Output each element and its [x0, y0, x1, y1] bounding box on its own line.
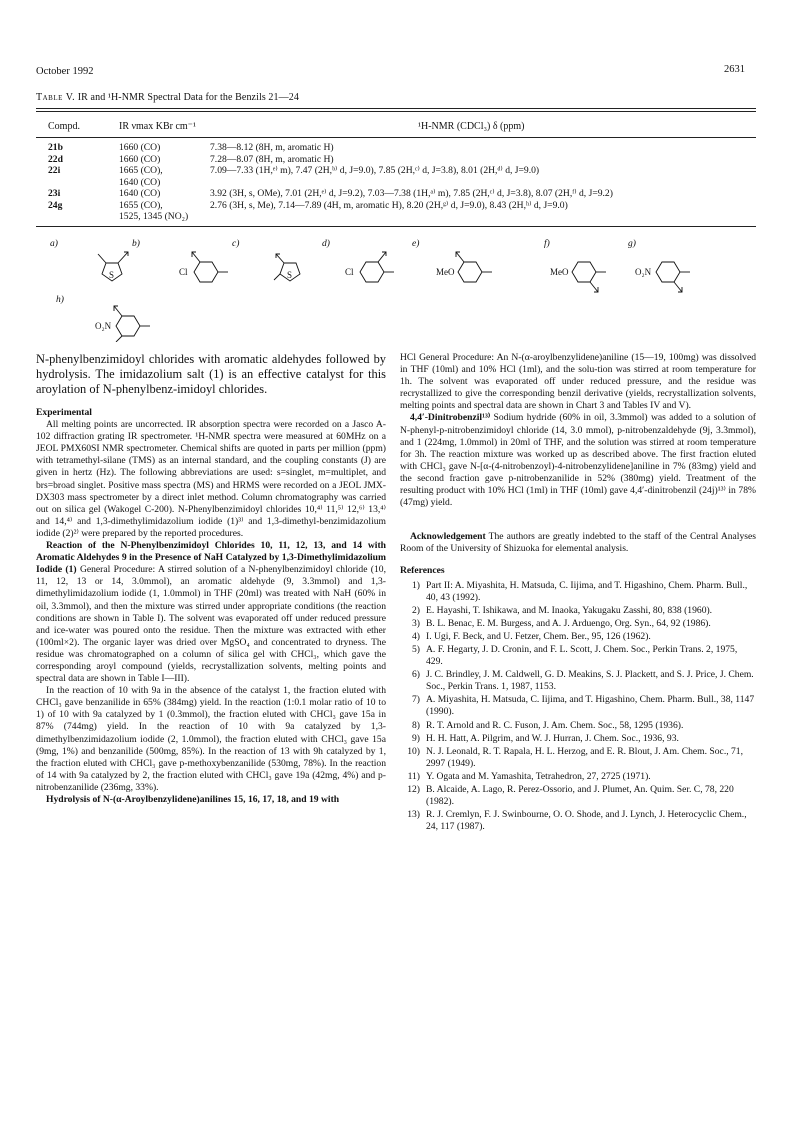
reference-item: 6) J. C. Brindley, J. M. Caldwell, G. D. Meakins, S. J. Plackett, and S. J. Price, J. Chem. Soc., Perkin Trans. 1, 1987, 1153.	[412, 669, 754, 693]
reference-item: 4) I. Ugi, F. Beck, and U. Fetzer, Chem. Ber., 95, 126 (1962).	[412, 630, 651, 642]
structure-label-c: c)	[232, 239, 240, 249]
acknowledgement-body: The authors are greatly indebted to the staff of the Central Analyses Room of the University of Shizuoka for elemental analysis.	[400, 531, 756, 555]
table-mid-rule	[36, 226, 756, 227]
structure-label-e: e)	[412, 239, 420, 249]
table-top-rule-2	[36, 111, 756, 112]
col-header-nmr: ¹H-NMR (CDCl₃) δ (ppm)	[418, 121, 525, 132]
reference-item: 5) A. F. Hegarty, J. D. Cronin, and F. L. Scott, J. Chem. Soc., Perkin Trans. 2, 1975, 429.	[412, 643, 738, 668]
reaction-details-paragraph: In the reaction of 10 with 9a in the absence of the catalyst 1, the fraction eluted with CHCl₃ gave benzanilide in 65% (384mg) yield. In the reaction (1:0.1 molar ratio of 10 to 1) of 10 with 9a catalyzed by 1 (0.3mmol), the fraction eluted with CHCl₃ gave 15a in 87% (744mg) yield. In the reaction of 10 with 9a catalyzed by 1,3-dimethylbenzimidazolium iodide (2, 1.0mmol), the fraction eluted with CHCl₃ gave 15a (9mg, 1%) and benzanilide (500mg, 85%). In the reaction of 13 with 9h catalyzed by 1, the fraction eluted with CHCl₃ gave p-methoxybenzanilide (530mg, 78%). In the reaction of 14 with 9a catalyzed by 2, the fraction eluted with CHCl₃ gave 19a (42mg, 4%) and p-nitrobenzanilide (236mg, 33%).	[36, 685, 386, 793]
structure-label-d: d)	[322, 239, 330, 249]
dinitrobenzil-body: Sodium hydride (60% in oil, 3.3mmol) was added to a solution of N-phenyl-p-nitrobenzimidoyl chloride (14, 3.0 mmol), p-nitrobenzaldehyde (9j, 3.3mmol), and 1 (224mg, 1.0mmol) in 20ml of THF, and the solution was stirred at room temperature for 3h. The reaction mixture was worked up as described above. The first fraction eluted with CHCl₃ gave N-[α-(4-nitrobenzoyl)-4-nitrobenzylidene]aniline in 7% (83mg) yield and the second fraction gave p-nitrobenzanilide in 52% (380mg) yield. Treatment of the resulting product with 10% HCl (1ml) in THF (10ml) gave 4,4′-dinitrobenzil (24j)¹³⁾ in 78% (47mg) yield.	[400, 412, 756, 509]
col-header-ir: IR νmax KBr cm⁻¹	[119, 121, 196, 132]
reaction-body: General Procedure: A stirred solution of a N-phenylbenzimidoyl chloride (10, 11, 12, 13 or 14, 3.0mmol), an aromatic aldehyde (9, 3.3mmol) and 1,3-dimethylimidazolium iodide (1, 1.0mmol) in THF (20ml) was treated with NaH (60% in oil, 3.3mmol), and then the mixture was stirred under appropriate conditions (the reaction conditions are shown in Table I). The solvent was evaporated off under reduced pressure and ice-water was poured onto the residue. Then the mixture was extracted with ether (100ml×2). The organic layer was dried over MgSO₄ and concentrated to dryness. The residue was chromatographed on a column of silica gel with CHCl₃, which gave the corresponding aroyl compound (yields, recrystallization solvents, melting points and spectral data are shown in Table I—III).	[36, 564, 386, 685]
reference-item: 3) B. L. Benac, E. M. Burgess, and A. J. Arduengo, Org. Syn., 64, 92 (1986).	[412, 617, 711, 629]
structure-f	[572, 262, 606, 292]
table-top-rule	[36, 108, 756, 109]
reference-item: 7) A. Miyashita, H. Matsuda, C. Iijima, and T. Higashino, Chem. Pharm. Bull., 38, 1147 (1990).	[412, 694, 755, 718]
hydrolysis-heading: Hydrolysis of N-(α-Aroylbenzylidene)anilines 15, 16, 17, 18, and 19 with	[46, 794, 340, 805]
running-header-date: October 1992	[36, 66, 94, 77]
table-label: Table V.	[36, 92, 76, 103]
reference-item: 9) H. H. Hatt, A. Pilgrim, and W. J. Hurran, J. Chem. Soc., 1936, 93.	[412, 732, 679, 744]
acknowledgement-paragraph	[400, 531, 756, 555]
hydrolysis-paragraph: HCl General Procedure: An N-(α-aroylbenzylidene)aniline (15—19, 100mg) was dissolved in THF (10ml) and 10% HCl (1ml), and the solu-tion was stirred at room temperature for 1h. The solvent was evaporated off under reduced pressure, and the residue was recrystallized to give the corresponding benzil derivative (yields, recrystallization solvents, melting points and spectral data are shown in Chart 3 and Tables IV and V).	[400, 352, 756, 412]
structure-atom-a: S	[109, 270, 115, 280]
table-title: IR and ¹H-NMR Spectral Data for the Benzils 21—24	[77, 92, 299, 103]
structure-atom-b: Cl	[179, 267, 188, 277]
structure-label-a: a)	[50, 239, 58, 249]
reference-item: 1) Part II: A. Miyashita, H. Matsuda, C. Iijima, and T. Higashino, Chem. Pharm. Bull., 40, 43 (1992).	[412, 579, 748, 603]
reference-item: 2) E. Hayashi, T. Ishikawa, and M. Inaoka, Yakugaku Zasshi, 80, 838 (1960).	[412, 604, 713, 616]
structure-atom-f: MeO	[550, 267, 569, 277]
structure-atom-c: S	[287, 270, 293, 280]
table-header-rule	[36, 137, 756, 138]
intro-paragraph: N-phenylbenzimidoyl chlorides with aromatic aldehydes followed by hydrolysis. The imidazolium salt (1) is an effective catalyst for this aroylation of N-phenylbenz-imidoyl chlorides.	[36, 352, 386, 396]
reaction-heading: Reaction of the N-Phenylbenzimidoyl Chlorides 10, 11, 12, 13, and 14 with Aromatic Aldehydes 9 in the Presence of NaH Catalyzed by 1,3-Dimethylimidazolium Iodide (1)	[36, 540, 386, 576]
reference-item: 11) Y. Ogata and M. Yamashita, Tetrahedron, 27, 2725 (1971).	[407, 770, 651, 782]
structure-label-b: b)	[132, 239, 140, 249]
structure-label-f: f)	[544, 239, 550, 249]
left-column	[36, 352, 386, 806]
references-heading: References	[400, 565, 445, 577]
structure-d	[360, 252, 394, 282]
table-caption	[36, 92, 299, 103]
structure-footnotes	[36, 230, 756, 342]
reference-item: 12) B. Alcaide, A. Lago, R. Perez-Ossorio, and J. Plumet, An. Quim. Ser. C, 78, 220 (1982).	[407, 784, 734, 808]
experimental-heading: Experimental	[36, 407, 92, 418]
journal-page: October 1992 2631 Table V. IR and ¹H-NMR Spectral Data for the Benzils 21—24 Compd. IR νmax KBr cm⁻¹ ¹H-NMR (CDCl₃) δ (ppm) 21b 1660 (CO) 7.38—8.12 (8H, m, aromatic H) 22d 1660 (CO) 7.28—8.07 (8H, m, aromatic H) 22i 1665 (CO), 7.09—7.33 (1H,ᵉ⁾ m), 7.47 (2H,ᵇ⁾ d, J=9.0), 7.85 (2H,ᶜ⁾ d, J=3.8), 8.01 (2H,ᵈ⁾ d, J=9.0) 1640 (CO) 23i 1640 (CO) 3.92 (3H, s, OMe), 7.01 (2H,ᵉ⁾ d, J=9.2), 7.03—7.38 (1H,ᵃ⁾ m), 7.85 (2H,ᶜ⁾ d, J=3.8), 8.07 (2H,ᶠ⁾ d, J=9.2) 24g 1655 (CO), 2.76 (3H, s, Me), 7.14—7.89 (4H, m, aromatic H), 8.20 (2H,ᵍ⁾ d, J=9.0), 8.43 (2H,ʰ⁾ d, J=9.0) 1525, 1345 (NO₂) a) b) c) d) e) f) g) h) S Cl S Cl MeO MeO O₂N O₂N N-phenylbenzimidoyl chlorides with aromatic aldehydes followed by hydrolysis. The imidazolium salt (1) is an effective catalyst for this aroylation of N-phenylbenz-imidoyl chlorides. Experimental All melting points are uncorrected. IR absorption spectra were recorded on a Jasco A-102 diffraction grating IR spectrometer. ¹H-NMR spectra were measured at 60MHz on a JEOL PMX60SI NMR spectrometer. Chemical shifts are quoted in parts per million (ppm) with tetramethyl-silane (TMS) as an internal standard, and the coupling constants (J) are given in hertz (Hz). The following abbreviations are used: s=singlet, m=multiplet, and brs=broad singlet. Positive mass spectra (MS) and HRMS were recorded on a JEOL JMX-DX303 mass spectrometer by a direct inlet method. Column chromatography was carried out on silica gel (Wakogel C-200). N-Phenylbenzimidoyl chlorides 10,⁴⁾ 11,⁵⁾ 12,⁶⁾ 13,⁴⁾ and 14,⁴⁾ and 1,3-dimethylimidazolium iodide (1)³⁾ and 1,3-dimethyl-benzimidazolium iodide (2)²⁾ were prepared by the reported procedures. Reaction of the N-Phenylbenzimidoyl Chlorides 10, 11, 12, 13, and 14 with Aromatic Aldehydes 9 in the Presence of NaH Catalyzed by 1,3-Dimethylimidazolium Iodide (1) General Procedure: A stirred solution of a N-phenylbenzimidoyl chloride (10, 11, 12, 13 or 14, 3.0mmol), an aromatic aldehyde (9, 3.3mmol) and 1,3-dimethylimidazolium iodide (1, 1.0mmol) in THF (20ml) was treated with NaH (60% in oil, 3.3mmol), and then the mixture was stirred under appropriate conditions (the reaction conditions are shown in Table I). The solvent was evaporated off under reduced pressure and ice-water was poured onto the residue. Then the mixture was extracted with ether (100ml×2). The organic layer was dried over MgSO₄ and concentrated to dryness. The residue was chromatographed on a column of silica gel with CHCl₃, which gave the corresponding aroyl compound (yields, recrystallization solvents, melting points and spectral data are shown in Table I—III). In the reaction of 10 with 9a in the absence of the catalyst 1, the fraction eluted with CHCl₃ gave benzanilide in 65% (384mg) yield. In the reaction (1:0.1 molar ratio of 10 to 1) of 10 with 9a catalyzed by 1 (0.3mmol), the fraction eluted with CHCl₃ gave 15a in 87% (744mg) yield. In the reaction of 10 with 9a catalyzed by 1,3-dimethylbenzimidazolium iodide (2, 1.0mmol), the fraction eluted with CHCl₃ gave 15a (9mg, 1%) and benzanilide (500mg, 85%). In the reaction of 13 with 9h catalyzed by 1, the fraction eluted with CHCl₃ gave p-methoxybenzanilide (530mg, 78%). In the reaction of 14 with 9a catalyzed by 2, the fraction eluted with CHCl₃ gave 19a (42mg, 4%) and p-nitrobenzanilide (236mg, 33%). Hydrolysis of N-(α-Aroylbenzylidene)anilines 15, 16, 17, 18, and 19 with HCl General Procedure: An N-(α-aroylbenzylidene)aniline (15—19, 100mg) was dissolved in THF (10ml) and 10% HCl (1ml), and the solu-tion was stirred at room temperature for 1h. The solvent was evaporated off under reduced pressure, and the residue was recrystallized to give the corresponding benzil derivative (yields, recrystallization solvents, melting points and spectral data are shown in Chart 3 and Tables IV and V). 4,4′-Dinitrobenzil¹³⁾ Sodium hydride (60% in oil, 3.3mmol) was added to a solution of N-phenyl-p-nitrobenzimidoyl chloride (14, 3.0 mmol), p-nitrobenzaldehyde (9j, 3.3mmol), and 1 (224mg, 1.0mmol) in 20ml of THF, and the solution was stirred at room temperature for 3h. The reaction mixture was worked up as described above. The first fraction eluted with CHCl₃ gave N-[α-(4-nitrobenzoyl)-4-nitrobenzylidene]aniline in 7% (83mg) yield and the second fraction gave p-nitrobenzanilide in 52% (380mg) yield. Treatment of the resulting product with 10% HCl (1ml) in THF (10ml) gave 4,4′-dinitrobenzil (24j)¹³⁾ in 78% (47mg) yield. Acknowledgement The authors are greatly indebted to the staff of the Central Analyses Room of the University of Shizuoka for elemental analysis. References 1) Part II: A. Miyashita, H. Matsuda, C. Iijima, and T. Higashino, Chem. Pharm. Bull., 40, 43 (1992). 2) E. Hayashi, T. Ishikawa, and M. Inaoka, Yakugaku Zasshi, 80, 838 (1960). 3) B. L. Benac, E. M. Burgess, and A. J. Arduengo, Org. Syn., 64, 92 (1986). 4) I. Ugi, F. Beck, and U. Fetzer, Chem. Ber., 95, 126 (1962). 5) A. F. Hegarty, J. D. Cronin, and F. L. Scott, J. Chem. Soc., Perkin Trans. 2, 1975, 429. 6) J. C. Brindley, J. M. Caldwell, G. D. Meakins, S. J. Plackett, and S. J. Price, J. Chem. Soc., Perkin Trans. 1, 1987, 1153. 7) A. Miyashita, H. Matsuda, C. Iijima, and T. Higashino, Chem. Pharm. Bull., 38, 1147 (1990). 8) R. T. Arnold and R. C. Fuson, J. Am. Chem. Soc., 58, 1295 (1936). 9) H. H. Hatt, A. Pilgrim, and W. J. Hurran, J. Chem. Soc., 1936, 93. 10) N. J. Leonald, R. T. Rapala, H. L. Herzog, and E. R. Blout, J. Am. Chem. Soc., 71, 2997 (1949). 11) Y. Ogata and M. Yamashita, Tetrahedron, 27, 2725 (1971). 12) B. Alcaide, A. Lago, R. Perez-Ossorio, and J. Plumet, An. Quim. Ser. C, 78, 220 (1982). 13) R. J. Cremlyn, F. J. Swinbourne, O. O. Shode, and J. Lynch, J. Heterocyclic Chem., 24, 117 (1987).	[0, 0, 793, 1123]
structure-e	[456, 252, 492, 282]
page-number: 2631	[724, 64, 745, 75]
reaction-paragraph	[36, 540, 386, 685]
structure-atom-e: MeO	[436, 267, 455, 277]
references-section	[400, 565, 756, 833]
reference-item: 10) N. J. Leonald, R. T. Rapala, H. L. Herzog, and E. R. Blout, J. Am. Chem. Soc., 71, 2997 (1949).	[407, 745, 744, 769]
structure-label-h: h)	[56, 295, 64, 305]
right-column	[400, 352, 756, 834]
structure-h	[114, 306, 150, 342]
structure-b	[192, 252, 228, 282]
structure-atom-h: O₂N	[95, 321, 112, 331]
col-header-compd: Compd.	[48, 121, 80, 132]
structure-atom-d: Cl	[345, 267, 354, 277]
structure-label-g: g)	[628, 239, 636, 249]
structure-atom-g: O₂N	[635, 267, 652, 277]
reference-item: 8) R. T. Arnold and R. C. Fuson, J. Am. Chem. Soc., 58, 1295 (1936).	[412, 719, 684, 731]
experimental-paragraph: All melting points are uncorrected. IR absorption spectra were recorded on a Jasco A-102 diffraction grating IR spectrometer. ¹H-NMR spectra were measured at 60MHz on a JEOL PMX60SI NMR spectrometer. Chemical shifts are quoted in parts per million (ppm) with tetramethyl-silane (TMS) as an internal standard, and the coupling constants (J) are given in hertz (Hz). The following abbreviations are used: s=singlet, m=multiplet, and brs=broad singlet. Positive mass spectra (MS) and HRMS were recorded on a JEOL JMX-DX303 mass spectrometer by a direct inlet method. Column chromatography was carried out on silica gel (Wakogel C-200). N-Phenylbenzimidoyl chlorides 10,⁴⁾ 11,⁵⁾ 12,⁶⁾ 13,⁴⁾ and 14,⁴⁾ and 1,3-dimethylimidazolium iodide (1)³⁾ and 1,3-dimethyl-benzimidazolium iodide (2)²⁾ were prepared by the reported procedures.	[36, 419, 386, 539]
dinitrobenzil-heading: 4,4′-Dinitrobenzil¹³⁾	[410, 412, 491, 424]
reference-item: 13) R. J. Cremlyn, F. J. Swinbourne, O. O. Shode, and J. Lynch, J. Heterocyclic Chem., 24, 117 (1987).	[407, 809, 747, 833]
structure-g	[656, 262, 690, 292]
acknowledgement-heading: Acknowledgement	[410, 531, 486, 543]
dinitrobenzil-paragraph	[400, 412, 756, 509]
